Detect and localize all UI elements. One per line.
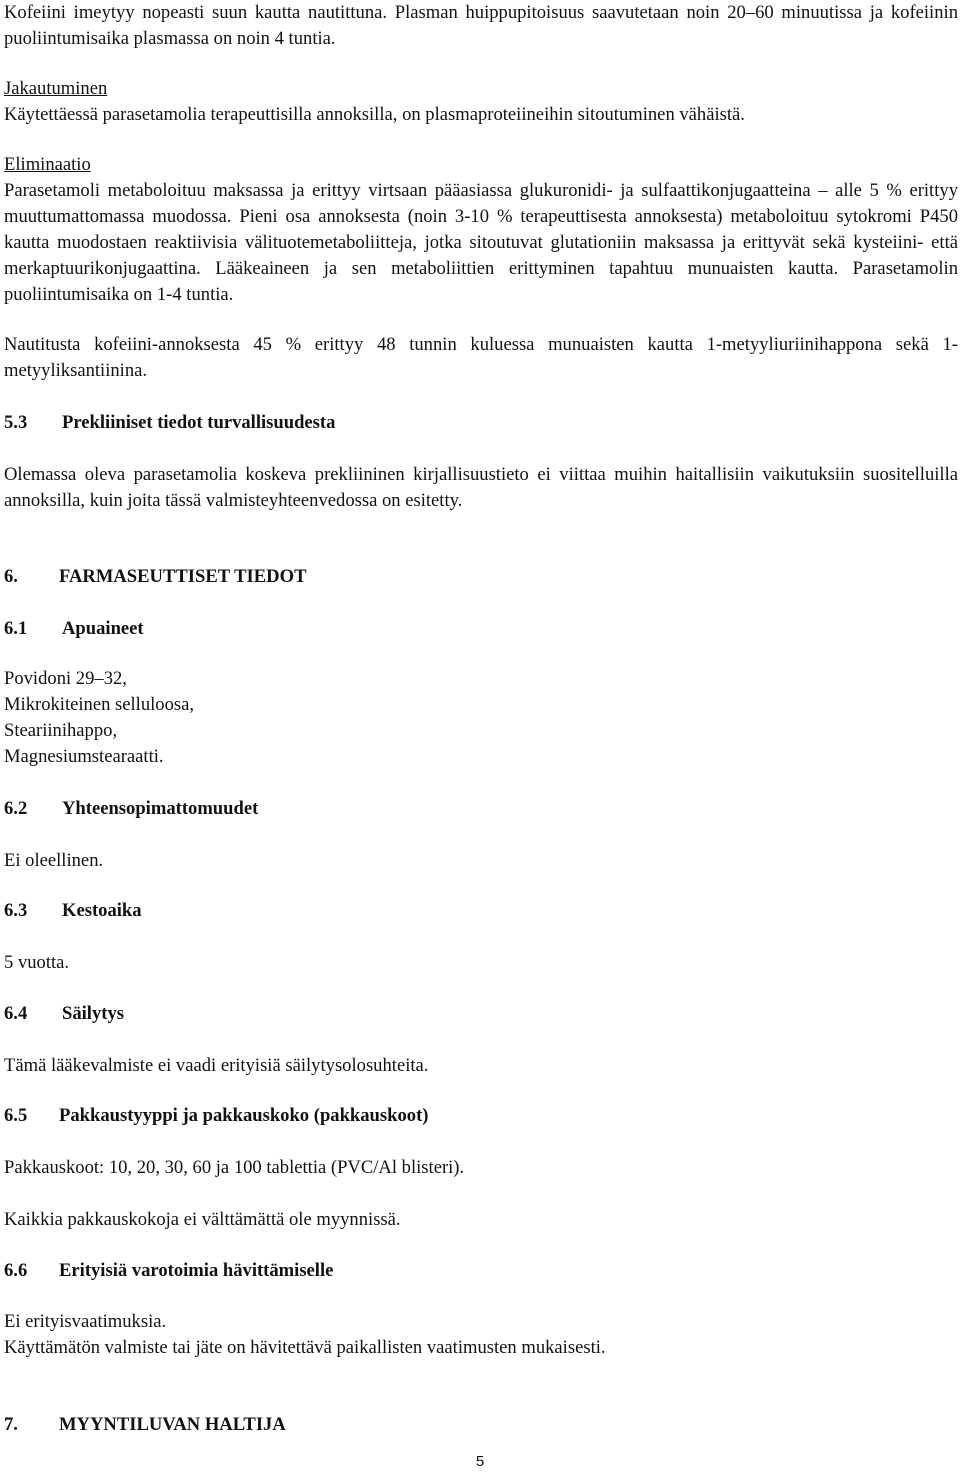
list-item: Povidoni 29–32, (4, 668, 127, 689)
section-6-2-heading (4, 796, 958, 822)
pack-sizes-text: Pakkauskoot: 10, 20, 30, 60 ja 100 tablettia (PVC/Al blisteri). (4, 1157, 465, 1178)
list-item: Steariinihappo, (4, 720, 118, 741)
section-6-4-heading (4, 1001, 958, 1027)
shelf-life-text: 5 vuotta. (4, 952, 70, 973)
section-title: Kestoaika (62, 900, 142, 921)
section-6-heading (4, 564, 958, 590)
disposal-text-1: Ei erityisvaatimuksia. (4, 1311, 167, 1332)
pack-availability-text: Kaikkia pakkauskokoja ei välttämättä ole myynnissä. (4, 1209, 401, 1230)
section-6-6-heading (4, 1258, 958, 1284)
section-6-1-heading (4, 616, 958, 642)
section-title: FARMASEUTTISET TIEDOT (59, 566, 307, 587)
section-number: 6.4 (4, 1003, 28, 1024)
section-title: Yhteensopimattomuudet (62, 798, 259, 819)
section-number: 6.3 (4, 900, 28, 921)
section-number: 6.6 (4, 1260, 28, 1281)
caffeine-excretion-paragraph: Nautitusta kofeiini-annoksesta 45 % erittyy 48 tunnin kuluessa munuaisten kautta 1-metyyliuriinihappona sekä 1-metyyliksantiinina. (4, 334, 958, 381)
distribution-subheading: Jakautuminen (4, 78, 108, 99)
absorption-paragraph: Kofeiini imeytyy nopeasti suun kautta nautittuna. Plasman huippupitoisuus saavutetaan noin 20–60 minuutissa ja kofeiinin puoliintumisaika plasmassa on noin 4 tuntia. (4, 2, 958, 49)
section-title: Apuaineet (62, 618, 144, 639)
storage-text: Tämä lääkevalmiste ei vaadi erityisiä säilytysolosuhteita. (4, 1055, 429, 1076)
list-item: Mikrokiteinen selluloosa, (4, 694, 195, 715)
elimination-paragraph: Parasetamoli metaboloituu maksassa ja erittyy virtsaan pääasiassa glukuronidi- ja sulfaattikonjugaatteina – alle 5 % erittyy muuttumattomassa muodossa. Pieni osa annoksesta (noin 3-10 % terapeuttisesta annoksesta) metaboloituu sytokromi P450 kautta muodostaen reaktiivisia välituotemetaboliitteja, jotka sitoutuvat glutationiin maksassa ja erittyvät sekä kysteiini- että merkaptuurikonjugaattina. Lääkeaineen ja sen metaboliittien erittyminen tapahtuu munuaisten kautta. Parasetamolin puoliintumisaika on 1-4 tuntia. (4, 180, 958, 305)
section-7-heading (4, 1412, 958, 1438)
incompatibilities-text: Ei oleellinen. (4, 850, 104, 871)
elimination-subheading: Eliminaatio (4, 154, 91, 175)
section-number: 5.3 (4, 412, 28, 433)
section-title: Pakkaustyyppi ja pakkauskoko (pakkauskoot) (59, 1105, 429, 1126)
list-item: Magnesiumstearaatti. (4, 746, 164, 767)
distribution-paragraph: Käytettäessä parasetamolia terapeuttisilla annoksilla, on plasmaproteiineihin sitoutuminen vähäistä. (4, 104, 745, 125)
section-6-5-heading (4, 1103, 958, 1129)
section-number: 6.5 (4, 1105, 28, 1126)
section-number: 6. (4, 566, 18, 587)
section-title: MYYNTILUVAN HALTIJA (59, 1414, 286, 1435)
section-6-3-heading (4, 898, 958, 924)
page-number: 5 (475, 1453, 485, 1470)
excipients-list (4, 666, 958, 770)
section-number: 6.2 (4, 798, 28, 819)
section-title: Säilytys (62, 1003, 124, 1024)
section-number: 6.1 (4, 618, 28, 639)
disposal-text-2: Käyttämätön valmiste tai jäte on hävitettävä paikallisten vaatimusten mukaisesti. (4, 1337, 606, 1358)
section-number: 7. (4, 1414, 18, 1435)
preclinical-paragraph: Olemassa oleva parasetamolia koskeva prekliininen kirjallisuustieto ei viittaa muihin haitallisiin vaikutuksiin suositelluilla annoksilla, kuin joita tässä valmisteyhteenvedossa on esitetty. (4, 464, 958, 511)
section-title: Prekliiniset tiedot turvallisuudesta (62, 412, 336, 433)
section-title: Erityisiä varotoimia hävittämiselle (59, 1260, 334, 1281)
section-5-3-heading (4, 410, 958, 436)
